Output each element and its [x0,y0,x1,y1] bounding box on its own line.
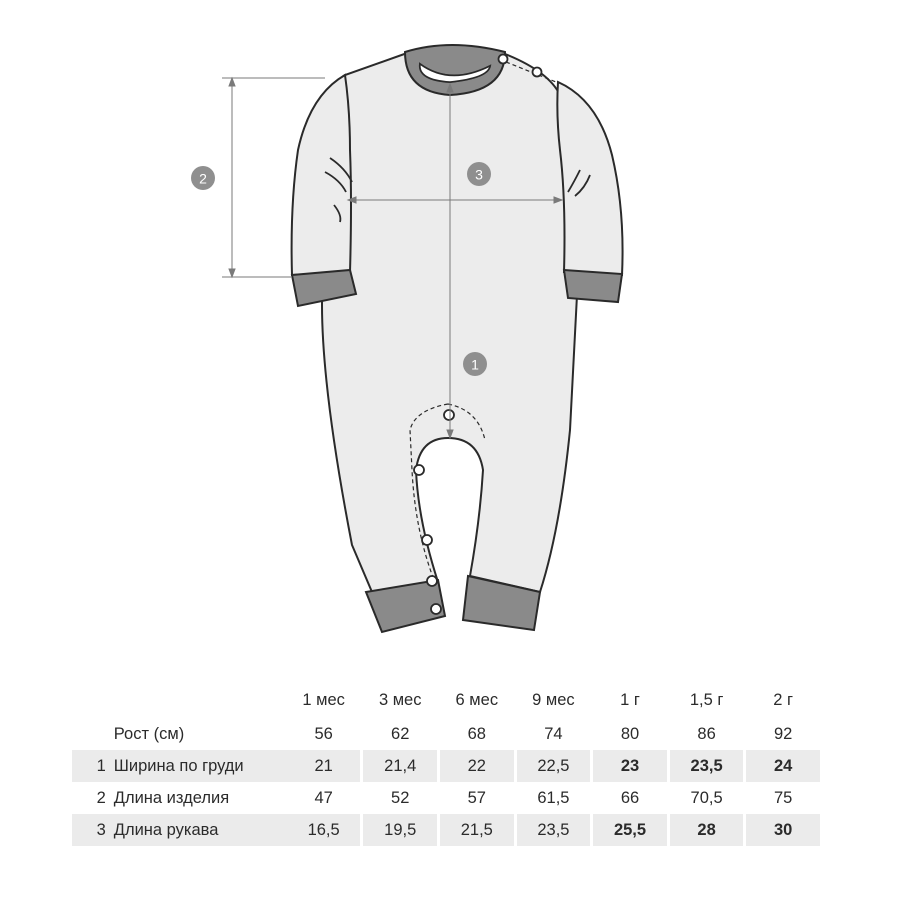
table-cell: 66 [620,788,640,807]
row-number: 2 [96,788,106,807]
table-cell: 21,5 [440,814,514,846]
column-header: 1,5 г [689,690,724,709]
left-sleeve [292,75,351,275]
table-cell: 24 [746,750,820,782]
column-header: 9 мес [532,690,575,709]
table-row-height [72,718,820,750]
table-cell: 86 [697,724,716,743]
marker-1 [463,352,487,376]
column-header: 1 мес [302,690,345,709]
row-label: Длина рукава [112,814,287,846]
size-table [72,682,820,846]
leg-snap [427,576,437,586]
shoulder-snap [499,55,508,64]
column-header: 2 г [773,690,794,709]
marker-3 [467,162,491,186]
table-cell: 80 [620,724,640,743]
right-sleeve [557,82,622,275]
table-cell: 21 [287,750,361,782]
row-label: Ширина по груди [112,750,287,782]
table-cell: 28 [670,814,744,846]
table-row-chest-width [72,750,820,782]
leg-snap [414,465,424,475]
table-cell: 21,4 [363,750,437,782]
table-cell: 62 [391,724,410,743]
table-cell: 23 [593,750,667,782]
table-cell: 61,5 [537,788,570,807]
table-cell: 16,5 [287,814,361,846]
leg-snap [422,535,432,545]
table-header-row [72,682,820,718]
marker-3-label: 3 [475,166,483,183]
table-cell: 22,5 [517,750,591,782]
table-cell: 74 [544,724,563,743]
table-cell: 52 [391,788,410,807]
table-cell: 75 [774,788,793,807]
row-number [72,718,112,750]
marker-2 [191,166,215,190]
shoulder-snap [533,68,542,77]
table-cell: 70,5 [690,788,723,807]
leg-snap [431,604,441,614]
crotch-snap [444,410,454,420]
column-header: 3 мес [378,690,422,709]
row-label: Длина изделия [113,788,230,807]
table-row-garment-length [72,782,820,814]
table-cell: 56 [314,724,333,743]
table-row-sleeve-length [72,814,820,846]
table-cell: 30 [746,814,820,846]
table-cell: 92 [774,724,793,743]
marker-2-label: 2 [199,170,207,187]
table-cell: 47 [314,788,333,807]
column-header: 1 г [620,690,640,709]
row-label: Рост (см) [113,724,185,743]
table-cell: 68 [467,724,486,743]
table-cell: 22 [440,750,514,782]
row-number: 3 [72,814,112,846]
table-cell: 25,5 [593,814,667,846]
row-number: 1 [72,750,112,782]
table-cell: 19,5 [363,814,437,846]
right-sleeve-cuff [564,270,622,302]
table-cell: 57 [467,788,486,807]
column-header: 6 мес [455,690,499,709]
table-cell: 23,5 [517,814,591,846]
table-cell: 23,5 [670,750,744,782]
marker-1-label: 1 [471,356,479,373]
